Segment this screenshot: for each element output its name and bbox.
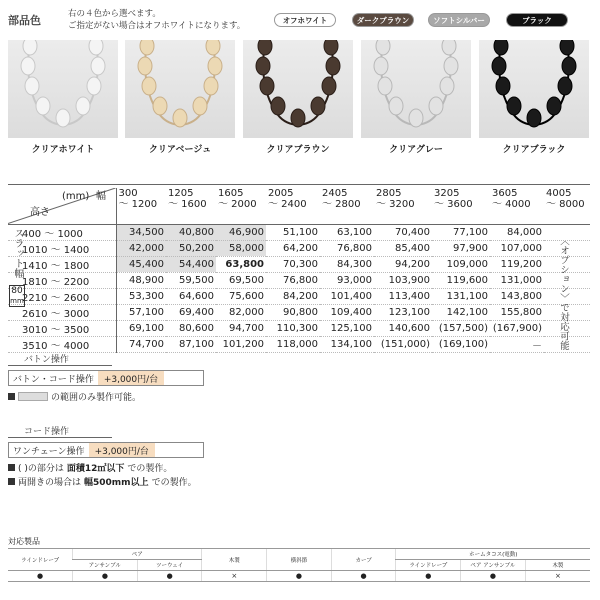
price-cell: 140,600 xyxy=(374,320,432,336)
chain-bead xyxy=(173,109,187,127)
bullet-square-icon xyxy=(8,478,15,485)
chain-bead xyxy=(208,57,222,75)
price-cell: 90,800 xyxy=(266,304,320,320)
chain-bead xyxy=(193,97,207,115)
slat-width-label: スラット幅 xyxy=(12,228,23,278)
col-top: 4005 xyxy=(546,188,572,199)
price-cell: 70,300 xyxy=(266,256,320,272)
price-cell: 143,800 xyxy=(490,288,544,304)
compat-mark: × xyxy=(525,571,590,582)
price-cell: 94,700 xyxy=(216,320,266,336)
col-header xyxy=(266,188,320,224)
col-top: 1605 xyxy=(218,188,244,199)
col-top: 3605 xyxy=(492,188,518,199)
price-cell: 82,000 xyxy=(216,304,266,320)
price-cell: 134,100 xyxy=(320,336,374,352)
price-cell: 93,000 xyxy=(320,272,374,288)
price-cell: 94,200 xyxy=(374,256,432,272)
price-cell: 113,400 xyxy=(374,288,432,304)
price-cell: 109,400 xyxy=(320,304,374,320)
chain-label-clear-black: クリアブラック xyxy=(502,145,566,155)
price-table-header-row xyxy=(8,188,590,224)
col-bottom: ～ 1600 xyxy=(168,199,207,210)
price-cell: 74,700 xyxy=(116,336,166,352)
price-row xyxy=(8,320,590,336)
col-bottom: ～ 2400 xyxy=(268,199,307,210)
compat-title: 対応製品 xyxy=(8,537,40,546)
compat-mark: ● xyxy=(267,571,332,582)
price-cell: (151,000) xyxy=(374,336,432,352)
compat-mark: ● xyxy=(461,571,526,582)
compat-group-pair: ペア xyxy=(73,549,202,560)
unit-label: (mm) xyxy=(62,191,90,202)
baton-option-price: +3,000円/台 xyxy=(98,371,164,385)
shaded-range-swatch xyxy=(18,392,48,401)
price-cell: 125,100 xyxy=(320,320,374,336)
price-cell: 123,100 xyxy=(374,304,432,320)
chain-bead xyxy=(138,57,152,75)
compat-header: ペア アンサンブル xyxy=(461,560,526,571)
compat-header: ラインドレープ xyxy=(8,549,73,571)
col-bottom: ～ 3600 xyxy=(434,199,473,210)
chain-bead xyxy=(429,97,443,115)
price-cell: 131,000 xyxy=(490,272,544,288)
baton-section-header: バトン操作 xyxy=(8,352,112,366)
col-header xyxy=(166,188,216,224)
col-top: 3205 xyxy=(434,188,460,199)
chain-bead xyxy=(21,57,35,75)
price-cell: 84,300 xyxy=(320,256,374,272)
cord-note-2-b: 幅500mm以上 xyxy=(84,478,149,488)
chain-bead xyxy=(560,40,574,55)
col-header xyxy=(116,188,166,224)
price-row xyxy=(8,272,590,288)
chain-bead xyxy=(494,40,508,55)
price-cell: 101,200 xyxy=(216,336,266,352)
price-row xyxy=(8,240,590,256)
chain-bead xyxy=(89,40,103,55)
price-cell: 118,000 xyxy=(266,336,320,352)
compat-mark: ● xyxy=(73,571,138,582)
compat-mark-row xyxy=(8,571,590,582)
chain-bead xyxy=(440,77,454,95)
price-cell: 77,100 xyxy=(432,224,490,240)
price-cell: 63,100 xyxy=(320,224,374,240)
row-height-range: 2210 ～ 2600 xyxy=(8,288,116,304)
col-header xyxy=(320,188,374,224)
price-row xyxy=(8,288,590,304)
price-cell: 107,000 xyxy=(490,240,544,256)
chain-bead xyxy=(442,40,456,55)
color-pill-off-white: オフホワイト xyxy=(274,13,336,27)
note-line-2: ご指定がない場合はオフホワイトになります。 xyxy=(68,21,246,31)
col-top: 1205 xyxy=(168,188,194,199)
price-cell: 80,600 xyxy=(166,320,216,336)
chain-bead xyxy=(204,77,218,95)
price-row xyxy=(8,224,590,240)
bullet-square-icon xyxy=(8,393,15,400)
compat-mark: ● xyxy=(396,571,461,582)
chain-bead xyxy=(444,57,458,75)
chain-bead xyxy=(260,77,274,95)
compat-header: 横斜節 xyxy=(267,549,332,571)
slat-width-value: 80 xyxy=(11,286,23,296)
price-cell: 42,000 xyxy=(116,240,166,256)
chain-bead xyxy=(311,97,325,115)
price-cell: 70,400 xyxy=(374,224,432,240)
chain-bead xyxy=(291,109,305,127)
price-row xyxy=(8,304,590,320)
col-header xyxy=(432,188,490,224)
price-cell: 69,100 xyxy=(116,320,166,336)
chain-bead xyxy=(56,109,70,127)
price-cell: 50,200 xyxy=(166,240,216,256)
price-cell: 109,000 xyxy=(432,256,490,272)
chain-bead xyxy=(140,40,154,55)
price-row xyxy=(8,336,590,352)
row-height-range: 1410 ～ 1800 xyxy=(8,256,116,272)
price-cell: 84,000 xyxy=(490,224,544,240)
compat-group-row xyxy=(8,549,590,560)
chain-bead xyxy=(142,77,156,95)
chain-bead xyxy=(507,97,521,115)
price-cell: 155,800 xyxy=(490,304,544,320)
price-cell: 84,200 xyxy=(266,288,320,304)
chain-photo-clear-beige xyxy=(125,40,235,138)
row-height-range: 3510 ～ 4000 xyxy=(8,336,116,352)
price-cell: 59,500 xyxy=(166,272,216,288)
chain-bead xyxy=(496,77,510,95)
chain-bead xyxy=(25,77,39,95)
baton-note-text: の範囲のみ製作可能。 xyxy=(51,393,142,403)
col-bottom: ～ 8000 xyxy=(546,199,585,210)
chain-bead xyxy=(322,77,336,95)
row-height-range: 2610 ～ 3000 xyxy=(8,304,116,320)
price-cell: 85,400 xyxy=(374,240,432,256)
chain-photo-clear-black xyxy=(479,40,589,138)
chain-bead xyxy=(492,57,506,75)
baton-option-box xyxy=(8,370,204,386)
chain-bead xyxy=(23,40,37,55)
price-cell: 103,900 xyxy=(374,272,432,288)
col-header xyxy=(216,188,266,224)
height-label: 高さ xyxy=(30,207,50,218)
baton-note xyxy=(8,390,141,403)
chain-photo-clear-brown xyxy=(243,40,353,138)
compat-header: ツーウェイ xyxy=(137,560,202,571)
price-cell: 131,100 xyxy=(432,288,490,304)
compat-header: カーブ xyxy=(331,549,396,571)
price-cell: 46,900 xyxy=(216,224,266,240)
price-cell: 142,100 xyxy=(432,304,490,320)
col-bottom: ～ 1200 xyxy=(118,199,158,210)
compat-table xyxy=(8,548,590,582)
chain-photo-clear-white xyxy=(8,40,118,138)
chain-bead xyxy=(376,40,390,55)
bullet-square-icon xyxy=(8,464,15,471)
chain-bead xyxy=(374,57,388,75)
cord-option-price: +3,000円/台 xyxy=(89,443,155,457)
cord-note-2 xyxy=(8,475,197,488)
chain-bead xyxy=(87,77,101,95)
slat-width-unit: mm xyxy=(10,297,24,305)
col-bottom: ～ 2000 xyxy=(218,199,257,210)
chain-bead xyxy=(326,57,340,75)
color-pill-soft-silver: ソフトシルバー xyxy=(428,13,490,27)
chain-bead xyxy=(206,40,220,55)
price-cell: 101,400 xyxy=(320,288,374,304)
chain-label-clear-beige: クリアベージュ xyxy=(148,145,212,155)
price-table-top-rule xyxy=(8,184,590,185)
price-cell: 53,300 xyxy=(116,288,166,304)
col-bottom: ～ 2800 xyxy=(322,199,361,210)
chain-bead xyxy=(389,97,403,115)
price-cell: 110,300 xyxy=(266,320,320,336)
row-height-range: 1010 ～ 1400 xyxy=(8,240,116,256)
price-cell: (167,900) xyxy=(490,320,544,336)
chain-label-clear-white: クリアホワイト xyxy=(31,145,95,155)
price-cell: 45,400 xyxy=(116,256,166,272)
price-cell: 64,200 xyxy=(266,240,320,256)
cord-section-header: コード操作 xyxy=(8,424,112,438)
chain-bead xyxy=(562,57,576,75)
price-row xyxy=(8,256,590,272)
price-cell: 48,900 xyxy=(116,272,166,288)
price-cell: 75,600 xyxy=(216,288,266,304)
option-note: 〈オプション〉で対応可能 xyxy=(558,236,569,350)
price-cell: 57,100 xyxy=(116,304,166,320)
compat-mark: ● xyxy=(331,571,396,582)
cord-note-1 xyxy=(8,461,172,474)
col-bottom: ～ 4000 xyxy=(492,199,531,210)
chain-bead xyxy=(271,97,285,115)
col-bottom: ～ 3200 xyxy=(376,199,415,210)
compat-mark: × xyxy=(202,571,267,582)
price-cell: 119,600 xyxy=(432,272,490,288)
chain-bead xyxy=(547,97,561,115)
price-cell: 51,100 xyxy=(266,224,320,240)
cord-note-1-a: ( )の部分は xyxy=(18,464,64,474)
chain-bead xyxy=(153,97,167,115)
chain-label-clear-brown: クリアブラウン xyxy=(266,145,330,155)
price-cell: 54,400 xyxy=(166,256,216,272)
price-cell: (169,100) xyxy=(432,336,490,352)
price-cell: 63,800 xyxy=(216,256,266,272)
compat-mark: ● xyxy=(8,571,73,582)
price-cell: 119,200 xyxy=(490,256,544,272)
price-cell: 69,500 xyxy=(216,272,266,288)
compat-header: アンサンブル xyxy=(73,560,138,571)
compat-header: 木製 xyxy=(525,560,590,571)
col-top: 2405 xyxy=(322,188,348,199)
color-pill-dark-brown: ダークブラウン xyxy=(352,13,414,27)
cord-note-2-a: 両開きの場合は xyxy=(18,478,82,488)
note-line-1: 右の４色から選べます。 xyxy=(68,9,161,19)
chain-bead xyxy=(558,77,572,95)
row-height-range: 400 ～ 1000 xyxy=(8,224,116,240)
baton-option-label: バトン・コード操作 xyxy=(9,371,98,385)
cord-note-2-c: での製作。 xyxy=(151,478,197,488)
price-cell: 76,800 xyxy=(320,240,374,256)
compat-header: 木製 xyxy=(202,549,267,571)
col-top: 2005 xyxy=(268,188,294,199)
compat-group-electric: ホームタコス(電動) xyxy=(396,549,590,560)
price-cell: 58,000 xyxy=(216,240,266,256)
chain-label-clear-grey: クリアグレー xyxy=(389,145,443,155)
chain-bead xyxy=(91,57,105,75)
chain-bead xyxy=(256,57,270,75)
chain-bead xyxy=(409,109,423,127)
chain-bead xyxy=(324,40,338,55)
cord-note-1-c: での製作。 xyxy=(127,464,173,474)
chain-bead xyxy=(378,77,392,95)
width-label: 幅 xyxy=(96,191,106,202)
col-top: 300 xyxy=(118,188,138,199)
chain-bead xyxy=(36,97,50,115)
chain-bead xyxy=(76,97,90,115)
cord-option-box xyxy=(8,442,204,458)
color-pill-black: ブラック xyxy=(506,13,568,27)
chain-bead xyxy=(258,40,272,55)
price-cell: 76,800 xyxy=(266,272,320,288)
compat-header: ラインドレープ xyxy=(396,560,461,571)
cord-option-label: ワンチェーン操作 xyxy=(9,443,89,457)
row-height-range: 3010 ～ 3500 xyxy=(8,320,116,336)
cord-note-1-b: 面積12㎡以下 xyxy=(66,464,125,474)
corner-cell xyxy=(8,188,116,224)
col-top: 2805 xyxy=(376,188,402,199)
price-cell: 69,400 xyxy=(166,304,216,320)
price-cell: 40,800 xyxy=(166,224,216,240)
col-header xyxy=(544,188,590,224)
price-cell: (157,500) xyxy=(432,320,490,336)
slat-width-box xyxy=(9,285,25,307)
price-cell: 34,500 xyxy=(116,224,166,240)
row-height-range: 1810 ～ 2200 xyxy=(8,272,116,288)
price-cell: 97,900 xyxy=(432,240,490,256)
col-header xyxy=(490,188,544,224)
price-cell: － xyxy=(490,336,544,352)
price-cell: 64,600 xyxy=(166,288,216,304)
price-cell: 87,100 xyxy=(166,336,216,352)
price-table xyxy=(8,188,590,353)
col-header xyxy=(374,188,432,224)
chain-bead xyxy=(527,109,541,127)
compat-mark: ● xyxy=(137,571,202,582)
color-section-title: 部品色 xyxy=(8,14,41,27)
chain-photo-clear-grey xyxy=(361,40,471,138)
color-section-note xyxy=(68,8,245,32)
